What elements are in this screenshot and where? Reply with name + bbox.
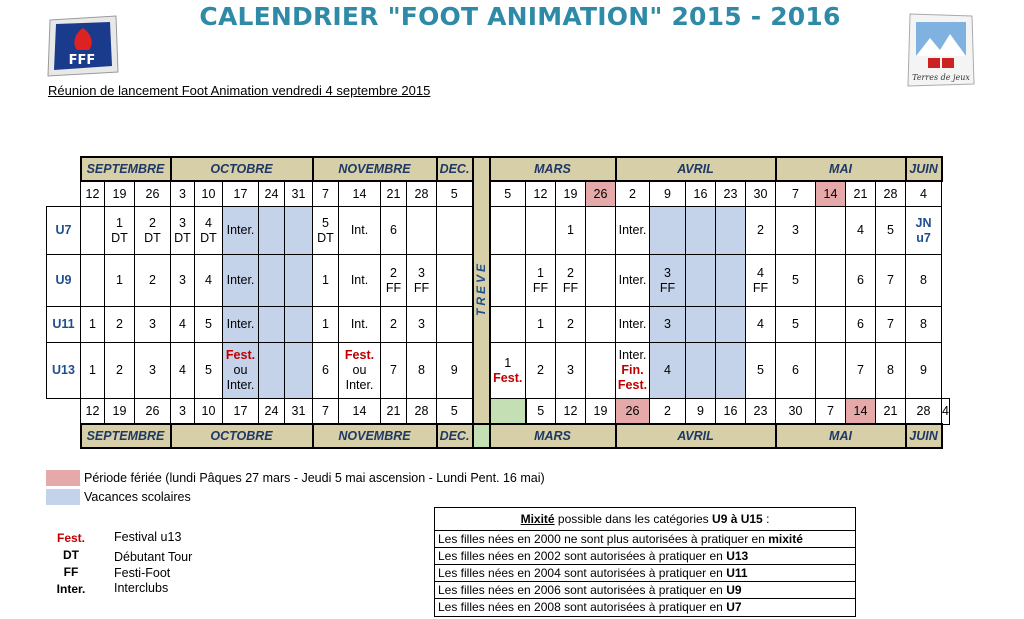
schedule-cell: 3 FF [407,255,437,307]
schedule-cell [816,307,846,343]
day-cell: 7 [313,181,339,207]
schedule-cell [285,307,313,343]
schedule-cell: 5 [195,343,223,399]
schedule-cell: 1 [105,255,135,307]
schedule-cell: Int. [339,255,381,307]
day-cell: 28 [906,399,942,425]
schedule-cell [816,207,846,255]
day-cell: 23 [746,399,776,425]
schedule-cell: 7 [381,343,407,399]
schedule-cell [81,207,105,255]
abbr-inter-def: Interclubs [114,581,169,595]
day-cell: 21 [381,181,407,207]
schedule-cell [716,343,746,399]
schedule-cell: 1 [556,207,586,255]
month-cell: NOVEMBRE [313,157,437,181]
day-cell: 3 [171,181,195,207]
district-logo [906,12,976,88]
day-cell: 5 [437,181,473,207]
abbr-ff-def: Festi-Foot [114,566,171,580]
mixite-head-rest: possible dans les catégories [554,512,713,526]
day-cell: 30 [746,181,776,207]
schedule-cell: 6 [381,207,407,255]
day-cell-holiday: 26 [586,181,616,207]
schedule-cell [586,255,616,307]
month-cell: MARS [490,157,616,181]
day-cell: 4 [942,399,950,425]
page-title: CALENDRIER "FOOT ANIMATION" 2015 - 2016 [199,2,841,31]
schedule-cell: 5 [776,255,816,307]
abbr-inter: Inter. [56,582,86,596]
schedule-cell: 7 [876,255,906,307]
schedule-cell [407,207,437,255]
category-label: U13 [47,343,81,399]
day-cell: 16 [716,399,746,425]
schedule-cell [650,207,686,255]
day-cell: 5 [437,399,473,425]
schedule-cell: 1 Fest. [490,343,526,399]
month-cell: SEPTEMBRE [81,157,171,181]
schedule-cell: 3 [556,343,586,399]
winter-break-column [490,399,526,425]
schedule-cell: 4 [746,307,776,343]
schedule-cell: 5 DT [313,207,339,255]
schedule-cell [437,207,473,255]
month-cell: MARS [490,424,616,448]
schedule-cell [526,207,556,255]
schedule-cell [490,255,526,307]
schedule-cell: 3 [135,343,171,399]
schedule-cell: 2 DT [135,207,171,255]
day-cell: 12 [526,181,556,207]
day-cell: 24 [259,399,285,425]
mixite-line: Les filles nées en 2006 sont autorisées à pratiquer en U9 [435,581,855,598]
schedule-cell: 4 [171,343,195,399]
schedule-cell: 3 [650,307,686,343]
month-cell: AVRIL [616,424,776,448]
schedule-cell: Inter. [616,307,650,343]
day-cell: 12 [81,399,105,425]
mixite-heading [435,508,855,530]
mixite-head-cats: U9 à U15 [712,512,763,526]
day-cell: 5 [490,181,526,207]
schedule-cell: 3 FF [650,255,686,307]
day-cell: 21 [876,399,906,425]
day-cell-holiday: 14 [816,181,846,207]
schedule-cell: 3 [407,307,437,343]
month-cell: AVRIL [616,157,776,181]
day-cell: 17 [223,399,259,425]
schedule-cell: 8 [876,343,906,399]
schedule-cell: Inter. [223,207,259,255]
svg-text:Terres de jeux: Terres de jeux [912,73,970,82]
day-cell: 12 [556,399,586,425]
day-cell: 7 [816,399,846,425]
month-cell: DEC. [437,157,473,181]
schedule-cell [285,207,313,255]
days-row-bottom [47,399,950,425]
schedule-cell: 2 FF [381,255,407,307]
mixite-line: Les filles nées en 2008 sont autorisées à pratiquer en U7 [435,598,855,615]
schedule-cell: 2 [746,207,776,255]
schedule-cell: 6 [846,255,876,307]
day-cell-holiday: 14 [846,399,876,425]
day-cell: 26 [135,181,171,207]
day-cell: 28 [407,181,437,207]
schedule-cell [285,343,313,399]
day-cell: 5 [526,399,556,425]
schedule-cell: 8 [407,343,437,399]
schedule-cell [259,307,285,343]
abbr-dt-def: Débutant Tour [114,550,193,564]
day-cell: 31 [285,399,313,425]
schedule-cell: 4 [195,255,223,307]
schedule-cell: 2 [526,343,556,399]
schedule-cell: Inter. [616,255,650,307]
schedule-cell [490,207,526,255]
category-row-u7 [47,207,950,255]
abbr-dt: DT [63,548,79,562]
schedule-cell [490,307,526,343]
day-cell: 9 [650,181,686,207]
day-cell: 19 [105,181,135,207]
day-cell: 7 [313,399,339,425]
schedule-cell: 4 [171,307,195,343]
schedule-cell: Inter. [223,307,259,343]
schedule-cell [586,343,616,399]
calendar-table [46,156,950,449]
category-label: U9 [47,255,81,307]
day-cell: 16 [686,181,716,207]
schedule-cell: Inter. [223,255,259,307]
schedule-cell [437,307,473,343]
mixite-head-end: : [762,512,770,526]
schedule-cell: 1 DT [105,207,135,255]
month-cell: MAI [776,424,906,448]
fff-logo [44,14,122,78]
day-cell: 19 [105,399,135,425]
day-cell: 19 [556,181,586,207]
vacation-legend-text: Vacances scolaires [84,490,191,504]
mixite-box [434,507,856,617]
launch-meeting-note: Réunion de lancement Foot Animation vendredi 4 septembre 2015 [48,83,431,98]
day-cell: 21 [846,181,876,207]
day-cell: 30 [776,399,816,425]
schedule-cell [816,343,846,399]
schedule-cell [686,207,716,255]
schedule-cell: 3 DT [171,207,195,255]
schedule-cell [259,343,285,399]
category-row-u11 [47,307,950,343]
day-cell: 28 [876,181,906,207]
schedule-cell: 8 [906,307,942,343]
day-cell: 14 [339,181,381,207]
mixite-word: Mixité [520,512,555,526]
schedule-cell [285,255,313,307]
month-header-bottom [47,424,950,448]
schedule-cell: 2 [135,255,171,307]
mixite-line: Les filles nées en 2000 ne sont plus autorisées à pratiquer en mixité [435,530,855,547]
schedule-cell: 3 [171,255,195,307]
day-cell: 2 [616,181,650,207]
schedule-cell [259,207,285,255]
month-cell: DEC. [437,424,473,448]
day-cell-holiday: 26 [616,399,650,425]
schedule-cell: JN u7 [906,207,942,255]
schedule-cell [686,307,716,343]
schedule-cell [816,255,846,307]
treve-label: TREVE [473,260,488,316]
schedule-cell: 1 [313,255,339,307]
day-cell: 10 [195,181,223,207]
schedule-cell [437,255,473,307]
schedule-cell: 1 FF [526,255,556,307]
svg-text:FFF: FFF [68,53,96,68]
winter-break-column [473,157,490,424]
winter-break-column [473,424,490,448]
schedule-cell: Inter. Fin. Fest. [616,343,650,399]
schedule-cell [686,343,716,399]
day-cell: 7 [776,181,816,207]
schedule-cell: 9 [906,343,942,399]
schedule-cell: 2 FF [556,255,586,307]
day-cell: 24 [259,181,285,207]
category-label: U11 [47,307,81,343]
category-row-u9 [47,255,950,307]
schedule-cell [586,307,616,343]
schedule-cell: 4 DT [195,207,223,255]
schedule-cell: 7 [846,343,876,399]
schedule-cell: Int. [339,207,381,255]
day-cell: 12 [81,181,105,207]
mixite-line: Les filles nées en 2004 sont autorisées à pratiquer en U11 [435,564,855,581]
month-cell: JUIN [906,157,942,181]
schedule-cell: 3 [776,207,816,255]
schedule-cell [81,255,105,307]
schedule-cell: 4 [846,207,876,255]
abbr-fest: Fest. [56,531,85,545]
schedule-cell: 9 [437,343,473,399]
category-row-u13 [47,343,950,399]
month-cell: MAI [776,157,906,181]
vacation-swatch [46,489,80,505]
schedule-cell [586,207,616,255]
mixite-line: Les filles nées en 2002 sont autorisées à pratiquer en U13 [435,547,855,564]
schedule-cell: 3 [135,307,171,343]
schedule-cell: 1 [313,307,339,343]
day-cell: 26 [135,399,171,425]
schedule-cell: 5 [876,207,906,255]
month-cell: SEPTEMBRE [81,424,171,448]
month-cell: OCTOBRE [171,424,313,448]
schedule-cell: 5 [776,307,816,343]
day-cell: 28 [407,399,437,425]
schedule-cell [259,255,285,307]
schedule-cell: 6 [776,343,816,399]
schedule-cell [716,207,746,255]
day-cell: 3 [171,399,195,425]
month-header-top [47,157,950,181]
schedule-cell: Int. [339,307,381,343]
schedule-cell: 2 [381,307,407,343]
schedule-cell: 2 [556,307,586,343]
day-cell: 21 [381,399,407,425]
schedule-cell: 2 [105,307,135,343]
schedule-cell: Fest. ou Inter. [339,343,381,399]
schedule-cell: 2 [105,343,135,399]
schedule-cell: 5 [746,343,776,399]
schedule-cell: 1 [81,343,105,399]
schedule-cell: 4 [650,343,686,399]
schedule-cell: Fest. ou Inter. [223,343,259,399]
schedule-cell: 6 [846,307,876,343]
month-cell: JUIN [906,424,942,448]
schedule-cell: 1 [81,307,105,343]
holiday-swatch [46,470,80,486]
days-row-top [47,181,950,207]
day-cell: 10 [195,399,223,425]
day-cell: 19 [586,399,616,425]
schedule-cell: 8 [906,255,942,307]
schedule-cell: 5 [195,307,223,343]
schedule-cell: 4 FF [746,255,776,307]
schedule-cell: Inter. [616,207,650,255]
schedule-cell: 7 [876,307,906,343]
day-cell: 23 [716,181,746,207]
schedule-cell: 1 [526,307,556,343]
day-cell: 9 [686,399,716,425]
schedule-cell [716,307,746,343]
month-cell: NOVEMBRE [313,424,437,448]
day-cell: 4 [906,181,942,207]
abbr-fest-def: Festival u13 [114,530,182,544]
category-label: U7 [47,207,81,255]
day-cell: 14 [339,399,381,425]
day-cell: 17 [223,181,259,207]
holiday-legend-text: Période fériée (lundi Pâques 27 mars - Jeudi 5 mai ascension - Lundi Pent. 16 mai) [84,471,545,485]
day-cell: 31 [285,181,313,207]
schedule-cell: 6 [313,343,339,399]
schedule-cell [716,255,746,307]
abbr-ff: FF [63,565,79,579]
day-cell: 2 [650,399,686,425]
month-cell: OCTOBRE [171,157,313,181]
schedule-cell [686,255,716,307]
